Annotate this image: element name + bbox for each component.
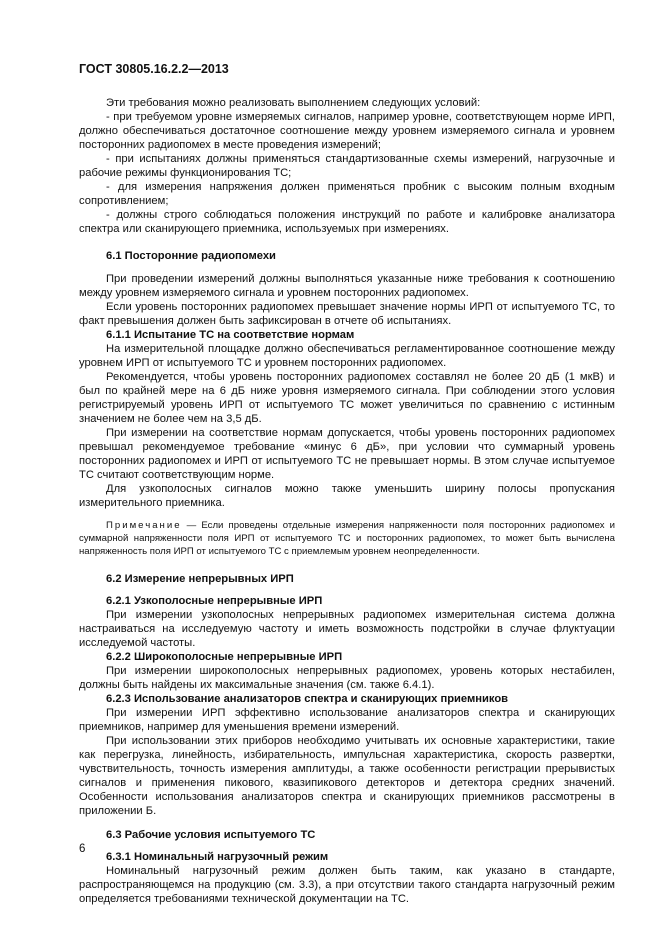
section-6-1-paragraph: При проведении измерений должны выполняться указанные ниже требования к соотношению между уровнем измеряемого сигнала и уровнем посторонних радиопомех. <box>79 273 615 299</box>
section-6-3-1-paragraph: Номинальный нагрузочный режим должен быть таким, как указано в стандарте, распространяющемся на продукцию (см. 3.3), а при отсутствии такого стандарта нагрузочный режим определяется требованиями технической документации на ТС. <box>79 865 615 905</box>
section-6-1-paragraph: Если уровень посторонних радиопомех превышает значение нормы ИРП от испытуемого ТС, то факт превышения должен быть зафиксирован в отчете об испытаниях. <box>79 301 615 327</box>
section-6-2-3-heading: 6.2.3 Использование анализаторов спектра и сканирующих приемников <box>106 693 509 705</box>
note-text: — Если проведены отдельные измерения напряженности поля посторонних радиопомех и суммарной напряженности поля ИРП от испытуемого ТС и посторонних радиопомех, то может быть вычислена напряженность поля ИРП от испытуемого ТС с приемлемым уровнем неопределенности. <box>79 520 615 557</box>
intro-lead: Эти требования можно реализовать выполнением следующих условий: <box>106 97 481 109</box>
note <box>79 519 615 558</box>
document-header: ГОСТ 30805.16.2.2—2013 <box>79 62 229 76</box>
section-6-2-3-paragraph: При использовании этих приборов необходимо учитывать их основные характеристики, такие как перегрузка, линейность, избирательность, импульсная характеристика, скорость развертки, чувствительность, точность измерения амплитуды, а также особенности регистрации прерывистых сигналов и применения пикового, квазипикового детекторов и детектора средних значений. Особенности использования анализаторов спектра и сканирующих приемников рассмотрены в приложении Б. <box>79 735 615 817</box>
section-6-2-2-heading: 6.2.2 Широкополосные непрерывные ИРП <box>106 651 343 663</box>
section-6-2-2-paragraph: При измерении широкополосных непрерывных радиопомех, уровень которых нестабилен, должны быть найдены их максимальные значения (см. также 6.4.1). <box>79 665 615 691</box>
section-6-1-1-paragraph: Рекомендуется, чтобы уровень посторонних радиопомех составлял не более 20 дБ (1 мкВ) и был по крайней мере на 6 дБ ниже уровня измеряемого сигнала. При соблюдении этого условия регистрируемый уровень ИРП от испытуемого ТС может увеличиться по сравнению с истинным значением не более чем на 3,5 дБ. <box>79 371 615 425</box>
section-6-2-1-paragraph: При измерении узкополосных непрерывных радиопомех измерительная система должна настраиваться на исследуемую частоту и иметь возможность подстройки в случае флуктуации исследуемой частоты. <box>79 609 615 649</box>
section-6-2-1-heading: 6.2.1 Узкополосные непрерывные ИРП <box>106 595 323 607</box>
page-content <box>79 96 615 906</box>
intro-item: - должны строго соблюдаться положения инструкций по работе и калибровке анализатора спектра или сканирующего приемника, используемых при измерениях. <box>79 209 615 235</box>
section-6-3-1-heading: 6.3.1 Номинальный нагрузочный режим <box>106 851 329 863</box>
section-6-1-1-paragraph: При измерении на соответствие нормам допускается, чтобы уровень посторонних радиопомех превышал рекомендуемое требование «минус 6 дБ», при условии что суммарный уровень посторонних радиопомех и ИРП от испытуемого ТС не превышает нормы. В этом случае испытуемое ТС считают соответствующим норме. <box>79 427 615 481</box>
note-label: Примечание <box>106 520 182 531</box>
section-6-1-1-heading: 6.1.1 Испытание ТС на соответствие нормам <box>106 329 355 341</box>
intro-item: - при испытаниях должны применяться стандартизованные схемы измерений, нагрузочные и рабочие режимы функционирования ТС; <box>79 153 615 179</box>
section-6-2-3-paragraph: При измерении ИРП эффективно использование анализаторов спектра и сканирующих приемников, например для уменьшения времени измерений. <box>79 707 615 733</box>
section-6-3-heading: 6.3 Рабочие условия испытуемого ТС <box>106 829 316 841</box>
section-6-1-1-paragraph: Для узкополосных сигналов можно также уменьшить ширину полосы пропускания измерительного приемника. <box>79 483 615 509</box>
intro-item: - при требуемом уровне измеряемых сигналов, например уровне, соответствующем норме ИРП, должно обеспечиваться достаточное соотношение между уровнем измеряемого сигнала и уровнем посторонних радиопомех в месте проведения измерений; <box>79 111 615 151</box>
section-6-2-heading: 6.2 Измерение непрерывных ИРП <box>106 573 294 585</box>
page-number: 6 <box>79 843 86 855</box>
section-6-1-1-paragraph: На измерительной площадке должно обеспечиваться регламентированное соотношение между уровнем ИРП от испытуемого ТС и уровнем посторонних радиопомех. <box>79 343 615 369</box>
intro-item: - для измерения напряжения должен применяться пробник с высоким полным входным сопротивлением; <box>79 181 615 207</box>
section-6-1-heading: 6.1 Посторонние радиопомехи <box>106 250 276 262</box>
